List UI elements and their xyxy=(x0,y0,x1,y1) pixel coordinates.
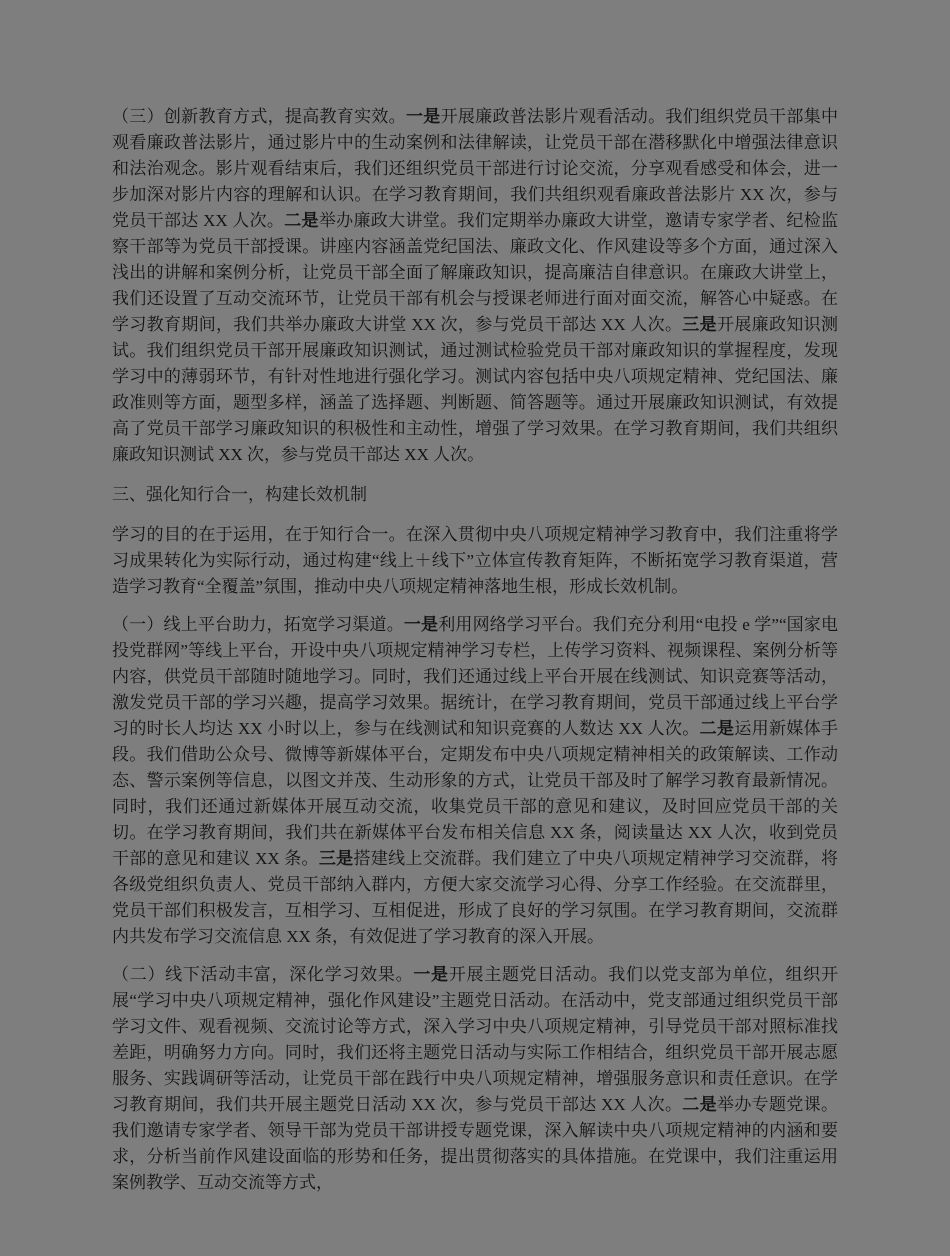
emphasis-run: 二是 xyxy=(682,1095,717,1114)
text-run: 开展廉政普法影片观看活动。我们组织党员干部集中观看廉政普法影片，通过影片中的生动案例和法律解读，让党员干部在潜移默化中增强法律意识和法治观念。影片观看结束后，我们还组织党员干部进行讨论交流，分享观看感受和体会，进一步加深对影片内容的理解和认识。在学习教育期间，我们共组织观看廉政普法影片 XX 次，参与党员干部达 XX 人次。 xyxy=(112,107,839,230)
text-run: 运用新媒体手段。我们借助公众号、微博等新媒体平台，定期发布中央八项规定精神相关的政策解读、工作动态、警示案例等信息，以图文并茂、生动形象的方式，让党员干部及时了解学习教育最新情况。同时，我们还通过新媒体开展互动交流，收集党员干部的意见和建议，及时回应党员干部的关切。在学习教育期间，我们共在新媒体平台发布相关信息 XX 条，阅读量达 XX 人次，收到党员干部的意见和建议 XX 条。 xyxy=(112,719,839,868)
text-run: 开展廉政知识测试。我们组织党员干部开展廉政知识测试，通过测试检验党员干部对廉政知识的掌握程度，发现学习中的薄弱环节，有针对性地进行强化学习。测试内容包括中央八项规定精神、党纪国法、廉政准则等方面，题型多样，涵盖了选择题、判断题、简答题等。通过开展廉政知识测试，有效提高了党员干部学习廉政知识的积极性和主动性，增强了学习效果。在学习教育期间，我们共组织廉政知识测试 XX 次，参与党员干部达 XX 人次。 xyxy=(112,315,839,464)
paragraph xyxy=(112,104,838,468)
section-heading xyxy=(112,482,838,508)
document-body xyxy=(112,104,838,1196)
emphasis-run: 三是 xyxy=(682,315,717,334)
emphasis-run: 一是 xyxy=(405,107,441,126)
paragraph xyxy=(112,962,838,1196)
emphasis-run: 一是 xyxy=(403,615,439,634)
emphasis-run: 二是 xyxy=(284,211,319,230)
emphasis-run: 一是 xyxy=(413,965,449,984)
text-run: 举办专题党课。我们邀请专家学者、领导干部为党员干部讲授专题党课，深入解读中央八项规定精神的内涵和要求，分析当前作风建设面临的形势和任务，提出贯彻落实的具体措施。在党课中，我们注重运用案例教学、互动交流等方式， xyxy=(112,1095,839,1192)
text-run: 三、强化知行合一，构建长效机制 xyxy=(112,485,367,504)
text-run: （一）线上平台助力，拓宽学习渠道。 xyxy=(112,615,404,634)
text-run: 搭建线上交流群。我们建立了中央八项规定精神学习交流群，将各级党组织负责人、党员干部纳入群内，方便大家交流学习心得、分享工作经验。在交流群里，党员干部们积极发言，互相学习、互相促进，形成了良好的学习氛围。在学习教育期间，交流群内共发布学习交流信息 XX 条，有效促进了学习教育的深入开展。 xyxy=(112,849,839,946)
text-run: 举办廉政大讲堂。我们定期举办廉政大讲堂，邀请专家学者、纪检监察干部等为党员干部授课。讲座内容涵盖党纪国法、廉政文化、作风建设等多个方面，通过深入浅出的讲解和案例分析，让党员干部全面了解廉政知识，提高廉洁自律意识。在廉政大讲堂上，我们还设置了互动交流环节，让党员干部有机会与授课老师进行面对面交流，解答心中疑惑。在学习教育期间，我们共举办廉政大讲堂 XX 次，参与党员干部达 XX 人次。 xyxy=(112,211,839,334)
emphasis-run: 三是 xyxy=(318,849,354,868)
paragraph xyxy=(112,612,838,950)
text-run: （二）线下活动丰富，深化学习效果。 xyxy=(112,965,414,984)
text-run: 学习的目的在于运用，在于知行合一。在深入贯彻中央八项规定精神学习教育中，我们注重将学习成果转化为实际行动，通过构建“线上＋线下”立体宣传教育矩阵，不断拓宽学习教育渠道，营造学习教育“全覆盖”氛围，推动中央八项规定精神落地生根，形成长效机制。 xyxy=(112,525,838,596)
text-run: 开展主题党日活动。我们以党支部为单位，组织开展“学习中央八项规定精神，强化作风建设”主题党日活动。在活动中，党支部通过组织党员干部学习文件、观看视频、交流讨论等方式，深入学习中央八项规定精神，引导党员干部对照标准找差距，明确努力方向。同时，我们还将主题党日活动与实际工作相结合，组织党员干部开展志愿服务、实践调研等活动，让党员干部在践行中央八项规定精神，增强服务意识和责任意识。在学习教育期间，我们共开展主题党日活动 XX 次，参与党员干部达 XX 人次。 xyxy=(112,965,839,1114)
emphasis-run: 二是 xyxy=(699,719,735,738)
text-run: 利用网络学习平台。我们充分利用“电投 e 学”“国家电投党群网”等线上平台，开设中央八项规定精神学习专栏，上传学习资料、视频课程、案例分析等内容，供党员干部随时随地学习。同时，我们还通过线上平台开展在线测试、知识竞赛等活动，激发党员干部的学习兴趣，提高学习效果。据统计，在学习教育期间，党员干部通过线上平台学习的时长人均达 XX 小时以上，参与在线测试和知识竞赛的人数达 XX 人次。 xyxy=(112,615,838,738)
paragraph xyxy=(112,522,838,600)
text-run: （三）创新教育方式，提高教育实效。 xyxy=(112,107,406,126)
